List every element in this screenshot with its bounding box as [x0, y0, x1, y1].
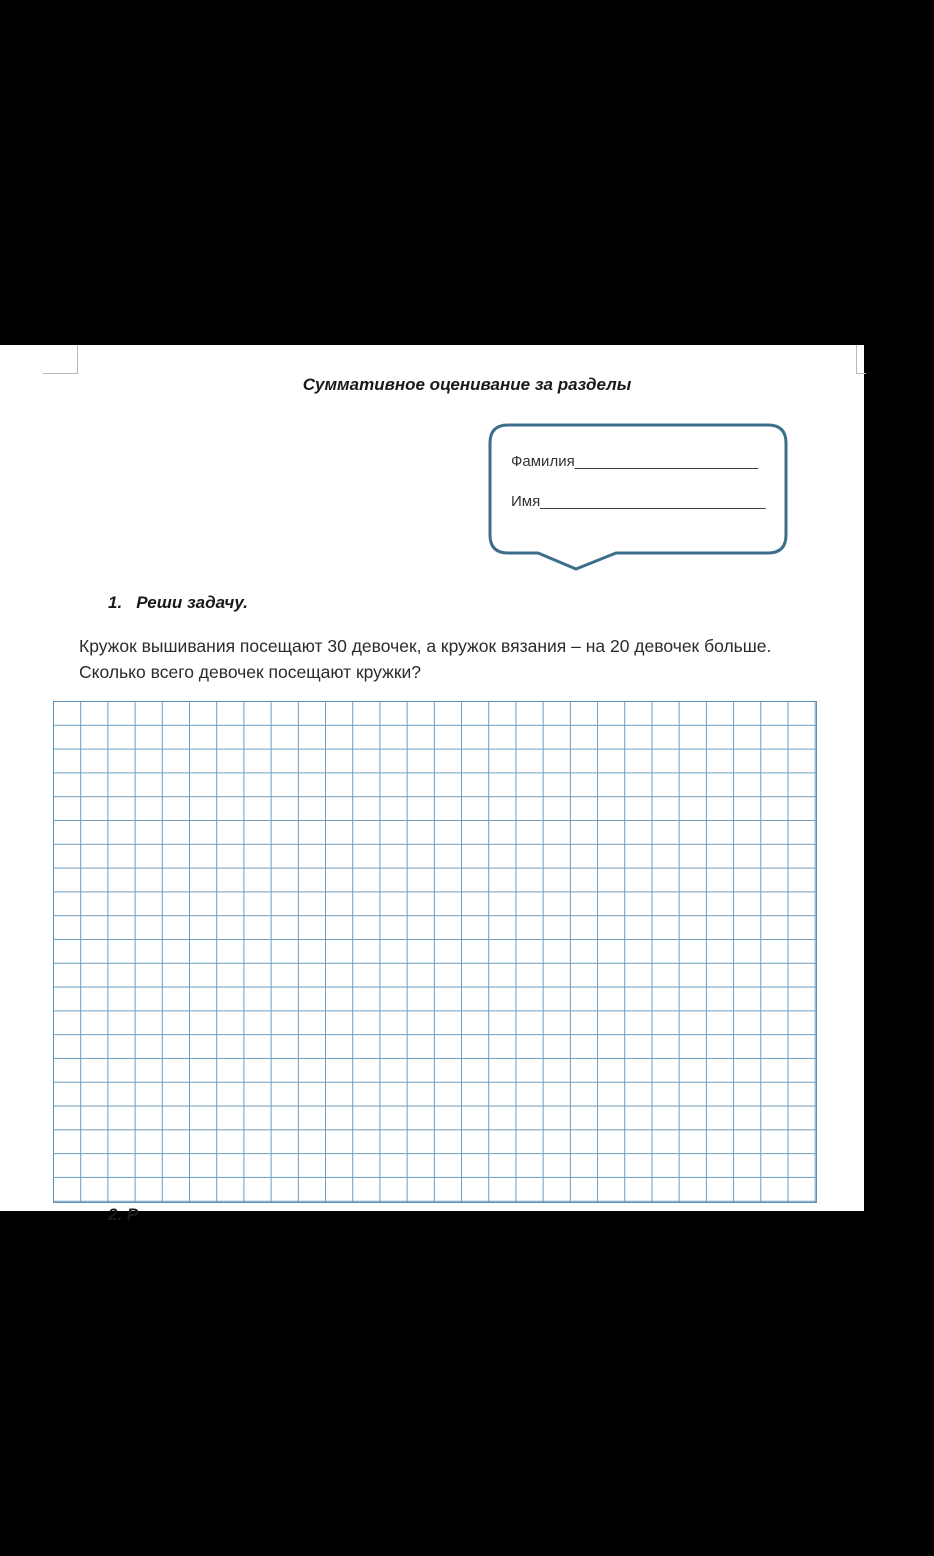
page-title: Суммативное оценивание за разделы	[302, 375, 632, 394]
next-task-cutoff: 2. Р	[108, 1205, 139, 1224]
task-heading-text: Реши задачу.	[136, 593, 248, 612]
task-text-line: Сколько всего девочек посещают кружки?	[79, 662, 422, 682]
crop-mark	[856, 373, 866, 374]
task-text-line: Кружок вышивания посещают 30 девочек, а кружок вязания – на 20 девочек больше.	[79, 636, 772, 656]
crop-mark	[43, 373, 78, 374]
answer-grid[interactable]	[53, 701, 817, 1203]
crop-mark	[856, 345, 857, 373]
task-number: 1.	[108, 593, 123, 612]
student-name-card	[488, 423, 788, 573]
name-field[interactable]: Имя___________________________	[511, 493, 766, 510]
document-page	[0, 345, 864, 1224]
surname-field[interactable]: Фамилия______________________	[511, 453, 759, 470]
task-heading	[108, 593, 248, 613]
crop-mark	[77, 345, 78, 373]
task-text	[79, 633, 839, 685]
